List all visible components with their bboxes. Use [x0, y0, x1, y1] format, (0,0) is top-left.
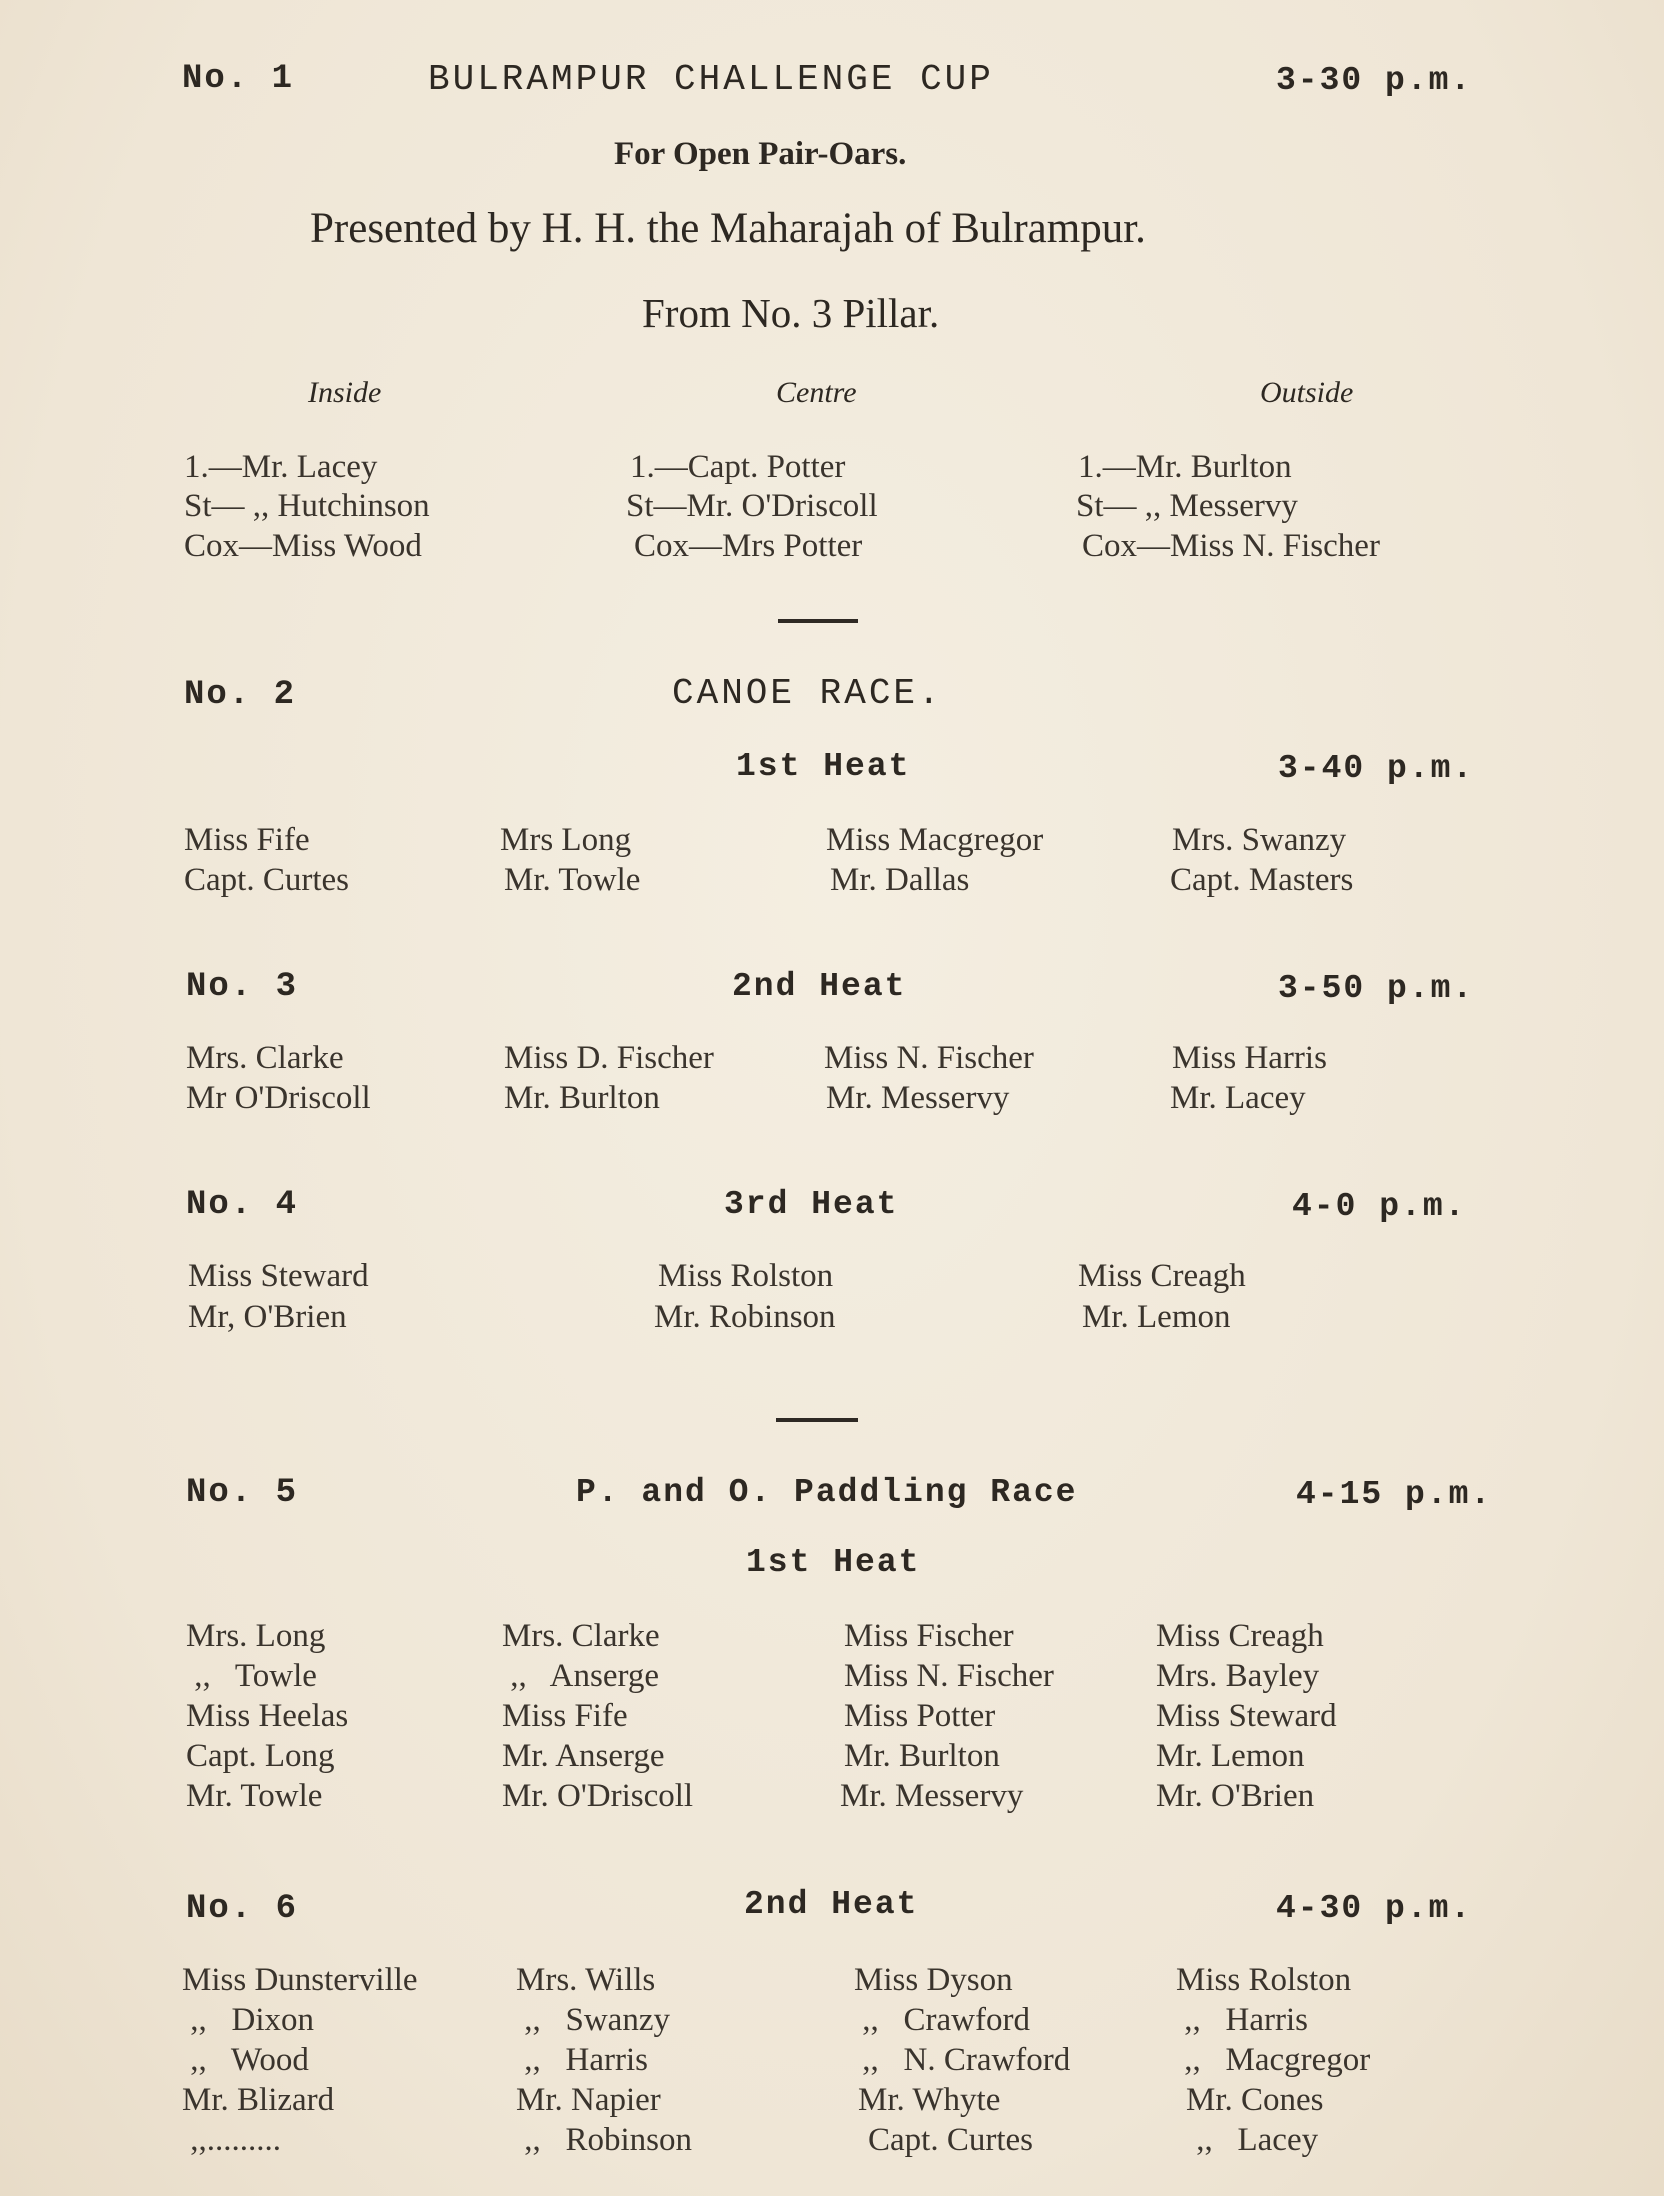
entrant: Miss Heelas — [186, 1698, 349, 1734]
entrant: Miss Dunsterville — [182, 1962, 418, 1998]
entrant: Mr. Towle — [186, 1778, 323, 1814]
race-number: No. 5 — [186, 1474, 299, 1512]
entrant: ,, Harris — [516, 2042, 648, 2078]
entrant: ,, Anserge — [502, 1658, 660, 1694]
presented-line: Presented by H. H. the Maharajah of Bulrampur. — [310, 205, 1146, 252]
entrant: Mr. Blizard — [182, 2082, 335, 2118]
crew-line: 1.—Mr. Lacey — [184, 449, 378, 485]
entrant: Miss Rolston — [1176, 1962, 1352, 1998]
crew-line: Cox—Mrs Potter — [634, 528, 863, 564]
entrant: Miss Rolston — [658, 1258, 834, 1294]
entrant: Mr, O'Brien — [188, 1299, 347, 1335]
station-label: Inside — [308, 376, 382, 409]
entrant: Miss N. Fischer — [844, 1658, 1054, 1694]
heat-label: 2nd Heat — [732, 968, 907, 1005]
race-number: No. 1 — [182, 60, 295, 98]
entrant: Capt. Curtes — [184, 862, 349, 898]
entrant: Mr. Napier — [516, 2082, 661, 2118]
entrant: ,, Swanzy — [516, 2002, 670, 2038]
race-time: 4-30 p.m. — [1276, 1890, 1473, 1927]
race-time: 3-40 p.m. — [1278, 750, 1475, 787]
entrant: Mrs. Swanzy — [1172, 822, 1347, 858]
entrant: Mr. Whyte — [858, 2082, 1001, 2118]
heat-label: 3rd Heat — [724, 1186, 899, 1223]
entrant: Miss Dyson — [854, 1962, 1013, 1998]
entrant: ,, Towle — [186, 1658, 317, 1694]
divider — [778, 619, 858, 623]
entrant: ,,......... — [182, 2122, 281, 2158]
entrant: ,, Robinson — [516, 2122, 693, 2158]
entrant: Capt. Long — [186, 1738, 335, 1774]
entrant: Miss Macgregor — [826, 822, 1044, 858]
entrant: Mr. Cones — [1186, 2082, 1324, 2118]
entrant: ,, Wood — [182, 2042, 309, 2078]
race-title: CANOE RACE. — [672, 673, 943, 714]
entrant: Mr. Anserge — [502, 1738, 665, 1774]
entrant: Mr. Lemon — [1082, 1299, 1231, 1335]
race-title: BULRAMPUR CHALLENGE CUP — [428, 59, 994, 100]
crew-line: Cox—Miss Wood — [184, 528, 422, 564]
entrant: Mr. Dallas — [830, 862, 970, 898]
start-line: From No. 3 Pillar. — [642, 290, 940, 336]
entrant: Mrs. Clarke — [502, 1618, 660, 1654]
entrant: Miss Harris — [1172, 1040, 1327, 1076]
entrant: Mr. Towle — [504, 862, 641, 898]
entrant: Miss Fife — [502, 1698, 628, 1734]
entrant: Mrs. Long — [186, 1618, 326, 1654]
race-time: 4-15 p.m. — [1296, 1476, 1493, 1513]
entrant: Mr O'Driscoll — [186, 1080, 371, 1116]
entrant: Miss Fife — [184, 822, 310, 858]
race-time: 4-0 p.m. — [1292, 1188, 1467, 1225]
entrant: Capt. Masters — [1170, 862, 1354, 898]
race-number: No. 2 — [184, 676, 297, 714]
entrant: Miss Creagh — [1156, 1618, 1324, 1654]
entrant: Mr. Lemon — [1156, 1738, 1305, 1774]
race-time: 3-30 p.m. — [1276, 62, 1473, 99]
entrant: Mr. O'Brien — [1156, 1778, 1315, 1814]
entrant: Miss Steward — [188, 1258, 369, 1294]
race-number: No. 4 — [186, 1186, 299, 1224]
entrant: Miss Steward — [1156, 1698, 1337, 1734]
entrant: Mr. Robinson — [654, 1299, 836, 1335]
entrant: Mrs. Clarke — [186, 1040, 344, 1076]
entrant: ,, Harris — [1176, 2002, 1308, 2038]
crew-line: 1.—Mr. Burlton — [1078, 449, 1292, 485]
crew-line: St— ,, Hutchinson — [184, 488, 430, 524]
entrant: Miss N. Fischer — [824, 1040, 1034, 1076]
entrant: ,, N. Crawford — [854, 2042, 1071, 2078]
entrant: ,, Dixon — [182, 2002, 314, 2038]
race-subtitle: For Open Pair-Oars. — [614, 136, 907, 172]
station-label: Outside — [1260, 376, 1354, 409]
heat-label: 1st Heat — [736, 748, 911, 785]
entrant: Mrs. Wills — [516, 1962, 656, 1998]
race-title: P. and O. Paddling Race — [576, 1474, 1078, 1511]
entrant: Mrs. Bayley — [1156, 1658, 1320, 1694]
crew-line: 1.—Capt. Potter — [630, 449, 846, 485]
entrant: Miss D. Fischer — [504, 1040, 714, 1076]
entrant: ,, Lacey — [1188, 2122, 1319, 2158]
station-label: Centre — [776, 376, 857, 409]
entrant: ,, Crawford — [854, 2002, 1030, 2038]
entrant: Capt. Curtes — [868, 2122, 1033, 2158]
entrant: Miss Creagh — [1078, 1258, 1246, 1294]
entrant: Mr. O'Driscoll — [502, 1778, 694, 1814]
entrant: Mr. Lacey — [1170, 1080, 1306, 1116]
entrant: Mr. Burlton — [844, 1738, 1000, 1774]
entrant: Mr. Burlton — [504, 1080, 660, 1116]
race-time: 3-50 p.m. — [1278, 970, 1475, 1007]
crew-line: St—Mr. O'Driscoll — [626, 488, 878, 524]
entrant: ,, Macgregor — [1176, 2042, 1371, 2078]
race-number: No. 3 — [186, 968, 299, 1006]
entrant: Miss Potter — [844, 1698, 996, 1734]
entrant: Mr. Messervy — [840, 1778, 1024, 1814]
crew-line: St— ,, Messervy — [1076, 488, 1298, 524]
entrant: Miss Fischer — [844, 1618, 1014, 1654]
race-number: No. 6 — [186, 1890, 299, 1928]
crew-line: Cox—Miss N. Fischer — [1082, 528, 1380, 564]
entrant: Mr. Messervy — [826, 1080, 1010, 1116]
heat-label: 2nd Heat — [744, 1886, 919, 1923]
divider — [776, 1418, 858, 1422]
entrant: Mrs Long — [500, 822, 632, 858]
heat-label: 1st Heat — [746, 1544, 921, 1581]
